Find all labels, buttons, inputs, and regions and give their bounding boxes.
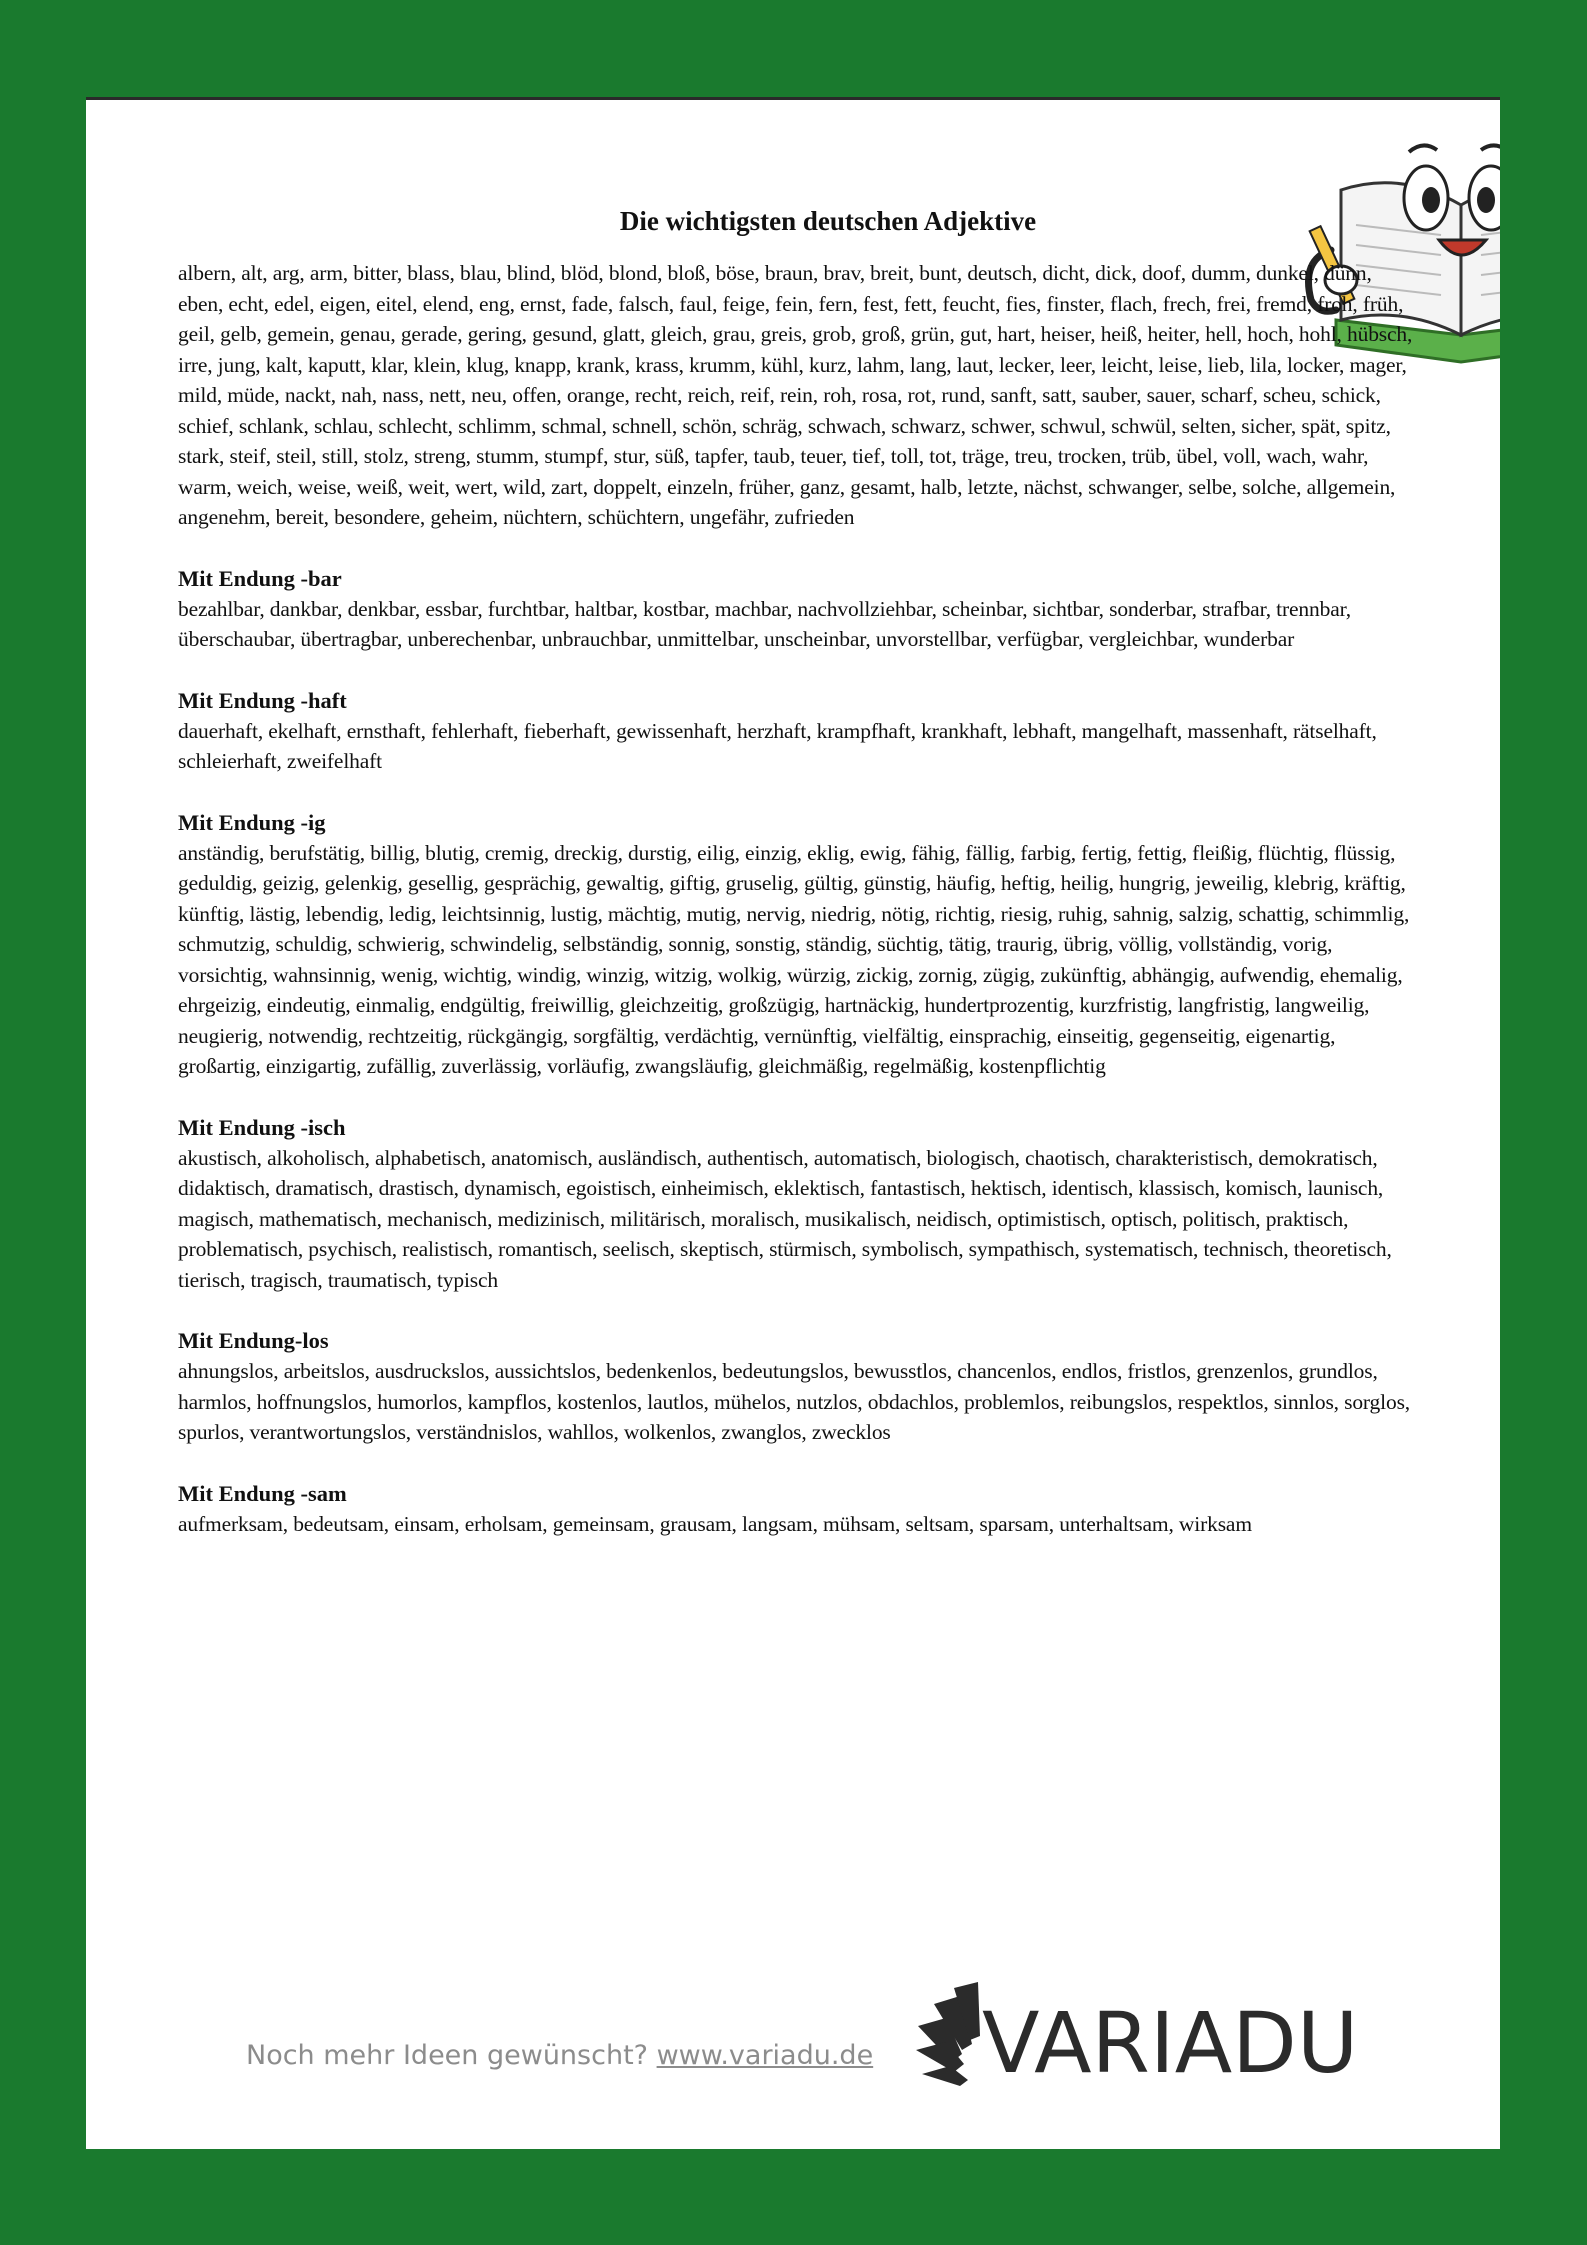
- footer-link[interactable]: www.variadu.de: [656, 2040, 874, 2071]
- word-list-bar: bezahlbar, dankbar, denkbar, essbar, furchtbar, haltbar, kostbar, machbar, nachvollziehbar, scheinbar, sichtbar, sonderbar, strafbar, trennbar, überschaubar, übertragbar, unberechenbar, unbrauchbar, unmittelbar, unscheinbar, unvorstellbar, verfügbar, vergleichbar, wunderbar: [178, 596, 1351, 651]
- word-list-los: ahnungslos, arbeitslos, ausdruckslos, aussichtslos, bedenkenlos, bedeutungslos, bewusstlos, chancenlos, endlos, fristlos, grenzenlos, grundlos, harmlos, hoffnungslos, humorlos, kampflos, kostenlos, lautlos, mühelos, nutzlos, obdachlos, problemlos, reibungslos, respektlos, sinnlos, sorglos, spurlos, verantwortungslos, verständnislos, wahllos, wolkenlos, zwanglos, zwecklos: [178, 1359, 1411, 1444]
- worksheet-page: [86, 97, 1500, 2149]
- word-list-sam: aufmerksam, bedeutsam, einsam, erholsam, gemeinsam, grausam, langsam, mühsam, seltsam, sparsam, unterhaltsam, wirksam: [178, 1511, 1252, 1536]
- word-list-haft: dauerhaft, ekelhaft, ernsthaft, fehlerhaft, fieberhaft, gewissenhaft, herzhaft, krampfhaft, krankhaft, lebhaft, mangelhaft, massenhaft, rätselhaft, schleierhaft, zweifelhaft: [178, 718, 1377, 773]
- section-los: [178, 1326, 1418, 1448]
- variadu-logo: [916, 1980, 1376, 2090]
- section-heading-ig: Mit Endung -ig: [178, 809, 326, 835]
- section-basic-adjectives: [178, 258, 1418, 533]
- section-bar: [178, 564, 1418, 655]
- document-title: Die wichtigsten deutschen Adjektive: [619, 206, 1037, 236]
- word-list-ig: anständig, berufstätig, billig, blutig, cremig, dreckig, durstig, eilig, einzig, eklig, ewig, fähig, fällig, farbig, fertig, fettig, fleißig, flüchtig, flüssig, geduldig, geizig, gelenkig, gesellig, gesprächig, gewaltig, giftig, gruselig, gültig, günstig, häufig, heftig, heilig, hungrig, jeweilig, klebrig, kräftig, künftig, lästig, lebendig, ledig, leichtsinnig, lustig, mächtig, mutig, nervig, niedrig, nötig, richtig, riesig, ruhig, sahnig, salzig, schattig, schimmlig, schmutzig, schuldig, schwierig, schwindelig, selbständig, sonnig, sonstig, ständig, süchtig, tätig, traurig, übrig, völlig, vollständig, vorig, vorsichtig, wahnsinnig, wenig, wichtig, windig, winzig, witzig, wolkig, würzig, zickig, zornig, zügig, zukünftig, abhängig, aufwendig, ehemalig, ehrgeizig, eindeutig, einmalig, endgültig, freiwillig, gleichzeitig, großzügig, hartnäckig, hundertprozentig, kurzfristig, langfristig, langweilig, neugierig, notwendig, rechtzeitig, rückgängig, sorgfältig, verdächtig, vernünftig, vielfältig, einsprachig, einseitig, gegenseitig, eigenartig, großartig, einzigartig, zufällig, zuverlässig, vorläufig, zwangsläufig, gleichmäßig, regelmäßig, kostenpflichtig: [178, 840, 1410, 1078]
- section-heading-bar: Mit Endung -bar: [178, 565, 342, 591]
- document-body: [178, 204, 1418, 1570]
- section-heading-sam: Mit Endung -sam: [178, 1480, 347, 1506]
- footer-prompt: Noch mehr Ideen gewünscht?: [246, 2040, 648, 2071]
- section-heading-isch: Mit Endung -isch: [178, 1114, 346, 1140]
- sun-rays-icon: [916, 1982, 980, 2086]
- section-sam: [178, 1479, 1418, 1540]
- section-heading-los: Mit Endung-los: [178, 1328, 329, 1353]
- section-ig: [178, 808, 1418, 1082]
- section-isch: [178, 1113, 1418, 1296]
- section-haft: [178, 686, 1418, 777]
- section-heading-haft: Mit Endung -haft: [178, 687, 347, 713]
- word-list-isch: akustisch, alkoholisch, alphabetisch, anatomisch, ausländisch, authentisch, automatisch, biologisch, chaotisch, charakteristisch, demokratisch, didaktisch, dramatisch, drastisch, dynamisch, egoistisch, einheimisch, eklektisch, fantastisch, hektisch, identisch, klassisch, komisch, launisch, magisch, mathematisch, mechanisch, medizinisch, militärisch, moralisch, musikalisch, neidisch, optimistisch, optisch, politisch, praktisch, problematisch, psychisch, realistisch, romantisch, seelisch, skeptisch, stürmisch, symbolisch, sympathisch, systematisch, technisch, theoretisch, tierisch, tragisch, traumatisch, typisch: [178, 1145, 1392, 1292]
- logo-wordmark: VARIADU: [982, 1994, 1359, 2090]
- footer-text: [246, 2040, 873, 2071]
- word-list-basic: albern, alt, arg, arm, bitter, blass, blau, blind, blöd, blond, bloß, böse, braun, brav, breit, bunt, deutsch, dicht, dick, doof, dumm, dunkel, dünn, eben, echt, edel, eigen, eitel, elend, eng, ernst, fade, falsch, faul, feige, fein, fern, fest, fett, feucht, fies, finster, flach, frech, frei, fremd, froh, früh, geil, gelb, gemein, genau, gerade, gering, gesund, glatt, gleich, grau, greis, grob, groß, grün, gut, hart, heiser, heiß, heiter, hell, hoch, hohl, hübsch, irre, jung, kalt, kaputt, klar, klein, klug, knapp, krank, krass, krumm, kühl, kurz, lahm, lang, laut, lecker, leer, leicht, leise, lieb, lila, locker, mager, mild, müde, nackt, nah, nass, nett, neu, offen, orange, recht, reich, reif, rein, roh, rosa, rot, rund, sanft, satt, sauber, sauer, scharf, scheu, schick, schief, schlank, schlau, schlecht, schlimm, schmal, schnell, schön, schräg, schwach, schwarz, schwer, schwul, schwül, selten, sicher, spät, spitz, stark, steif, steil, still, stolz, streng, stumm, stumpf, stur, süß, tapfer, taub, teuer, tief, toll, tot, träge, treu, trocken, trüb, übel, voll, wach, wahr, warm, weich, weise, weiß, weit, wert, wild, zart, doppelt, einzeln, früher, ganz, gesamt, halb, letzte, nächst, schwanger, selbe, solche, allgemein, angenehm, bereit, besondere, geheim, nüchtern, schüchtern, ungefähr, zufrieden: [178, 261, 1413, 529]
- footer: [86, 1980, 1500, 2090]
